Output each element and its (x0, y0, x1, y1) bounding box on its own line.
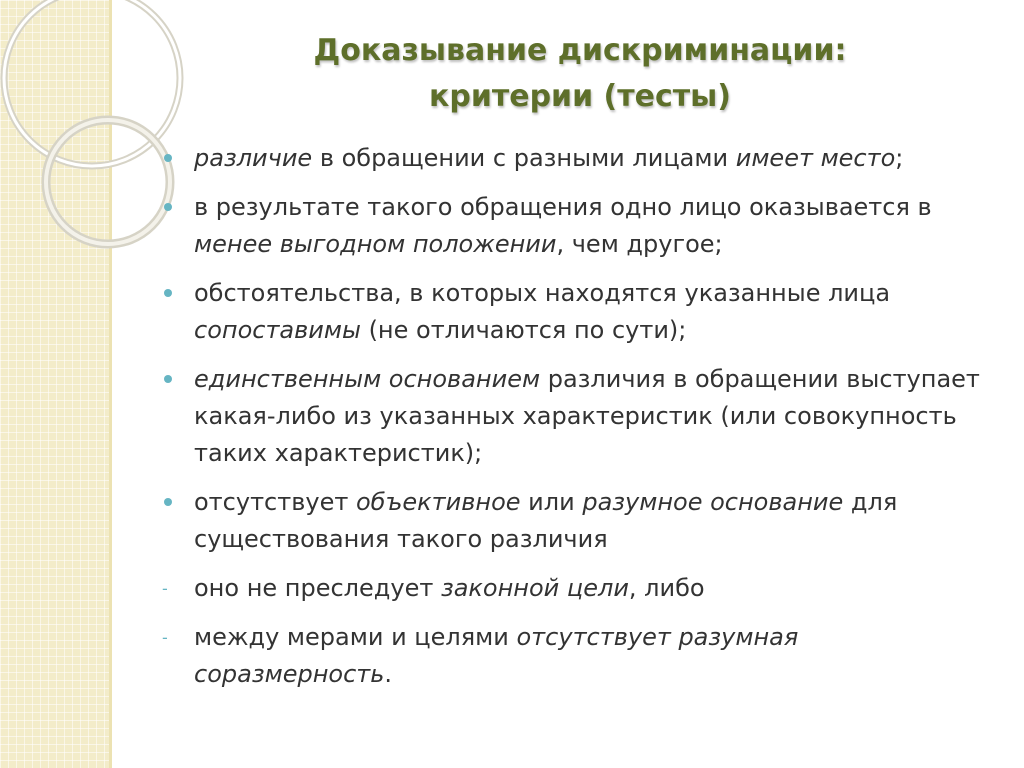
emphasized-text: имеет место (735, 144, 896, 172)
text-segment: обстоятельства, в которых находятся указанные лица (194, 279, 891, 307)
emphasized-text: единственным основанием (194, 365, 541, 393)
text-segment: (не отличаются по сути); (360, 316, 687, 344)
text-segment: в обращении с разными лицами (312, 144, 736, 172)
text-segment: или (520, 488, 583, 516)
emphasized-text: различие (194, 144, 313, 172)
emphasized-text: разумное основание (582, 488, 844, 516)
emphasized-text: менее выгодном положении (194, 230, 557, 258)
dash-marker: - (162, 579, 168, 598)
text-segment: , чем другое; (556, 230, 723, 258)
text-segment: различия в обращении выступает какая-либо из указанных характеристик (или совокупность таких характеристик); (194, 365, 980, 467)
bullet-icon (164, 289, 172, 297)
text-segment: отсутствует (194, 488, 356, 516)
bullet-icon (164, 375, 172, 383)
text-segment: в результате такого обращения одно лицо оказывается в (194, 193, 932, 221)
slide-title-line-2: критерии (тесты) (428, 79, 731, 114)
text-segment: для существования такого различия (194, 488, 898, 553)
emphasized-text: объективное (355, 488, 521, 516)
list-sub-item (160, 619, 980, 693)
bullet-icon (164, 498, 172, 506)
list-item (160, 189, 980, 263)
list-sub-item (160, 570, 980, 607)
text-segment: . (384, 660, 393, 688)
list-item (160, 140, 980, 177)
emphasized-text: сопоставимы (194, 316, 361, 344)
list-item (160, 484, 980, 558)
slide-title-line-1: Доказывание дискриминации: (313, 33, 847, 68)
bullet-icon (164, 203, 172, 211)
slide-title (180, 28, 980, 120)
text-segment: , либо (628, 574, 705, 602)
criteria-list (160, 140, 980, 705)
emphasized-text: отсутствует разумная соразмерность (194, 623, 799, 688)
text-segment: ; (895, 144, 904, 172)
emphasized-text: законной цели (440, 574, 629, 602)
list-item (160, 275, 980, 349)
text-segment: оно не преследует (194, 574, 441, 602)
text-segment: между мерами и целями (194, 623, 517, 651)
list-item (160, 361, 980, 472)
dash-marker: - (162, 628, 168, 647)
bullet-icon (164, 154, 172, 162)
